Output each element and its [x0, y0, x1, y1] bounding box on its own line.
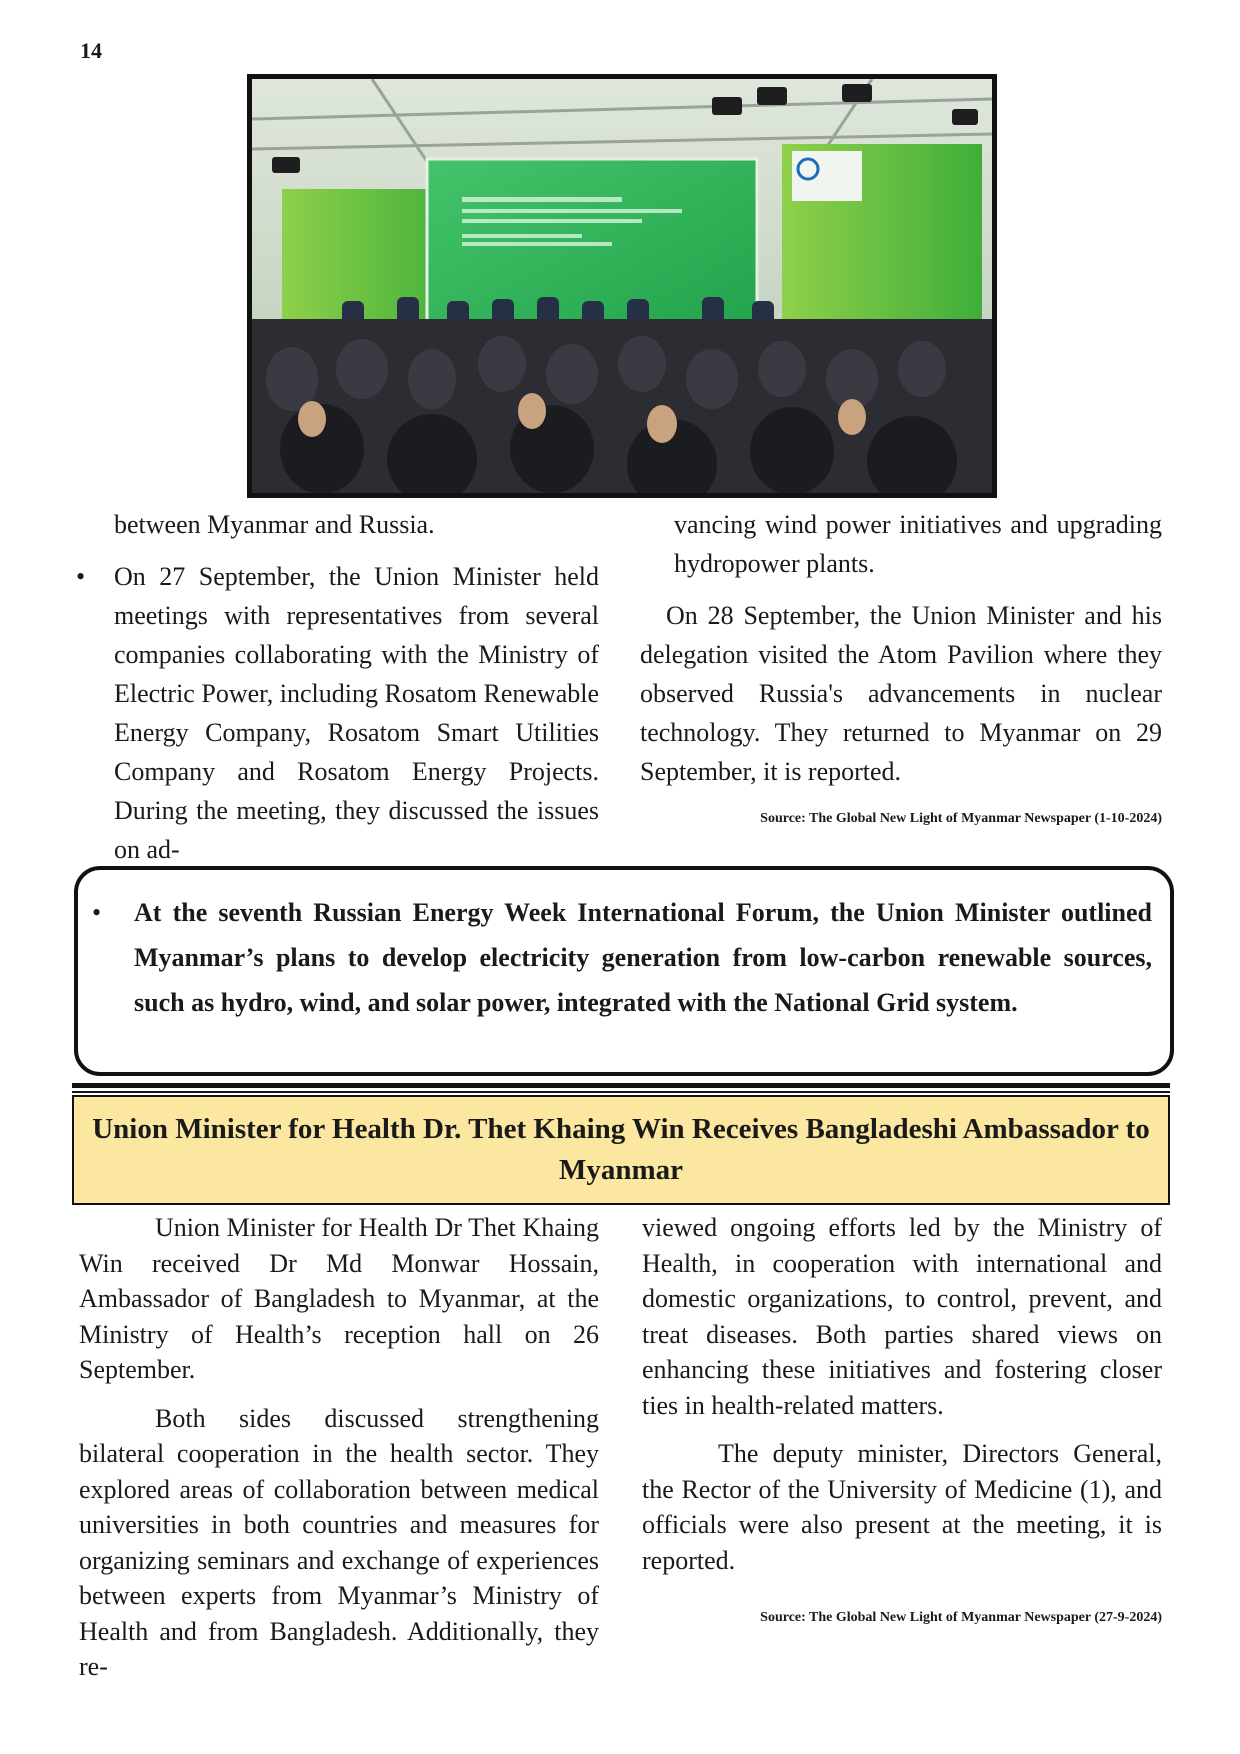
- article2-source: Source: The Global New Light of Myanmar Newspaper (27-9-2024): [760, 1610, 1162, 1625]
- article1-bullet-item: [76, 557, 599, 869]
- bullet-icon: •: [76, 562, 86, 591]
- article2-left-paragraph-2: Both sides discussed strengthening bilateral cooperation in the health sector. They explored areas of collaboration between medical universities in both countries and measures for organizing seminars and exchange of experiences between experts from Myanmar’s Ministry of Health and from Bangladesh. Additionally, they re-: [79, 1403, 599, 1681]
- article2-right-paragraph-1: viewed ongoing efforts led by the Ministry of Health, in cooperation with international and domestic organizations, to control, prevent, and treat diseases. Both parties shared views on enhancing these initiatives and fostering closer ties in health-related matters.: [642, 1213, 1162, 1420]
- article2-left-column: [79, 1210, 599, 1685]
- article2-left-paragraph-1: Union Minister for Health Dr Thet Khaing Win received Dr Md Monwar Hossain, Ambassador of Bangladesh to Myanmar, at the Ministry of Health’s reception hall on 26 September.: [79, 1213, 599, 1384]
- article1-left-continuation: between Myanmar and Russia.: [114, 510, 435, 539]
- highlight-text: At the seventh Russian Energy Week International Forum, the Union Minister outlined Myanmar’s plans to develop electricity generation from low-carbon renewable sources, such as hydro, wind, and solar power, integrated with the National Grid system.: [134, 898, 1152, 1017]
- article2-headline: Union Minister for Health Dr. Thet Khaing Win Receives Bangladeshi Ambassador to Myanmar: [72, 1095, 1170, 1205]
- page-number: 14: [80, 38, 102, 63]
- section-divider: [72, 1083, 1170, 1088]
- bullet-icon: •: [92, 898, 102, 927]
- article2-right-column: [642, 1210, 1162, 1628]
- article1-left-column: [76, 505, 599, 869]
- article1-bullet-text: On 27 September, the Union Minister held meetings with representatives from several companies collaborating with the Ministry of Electric Power, including Rosatom Renewable Energy Company, Rosatom Smart Utilities Company and Rosatom Energy Projects. During the meeting, they discussed the issues on ad-: [114, 562, 599, 864]
- section-divider-thin: [72, 1091, 1170, 1093]
- article1-right-column: [640, 505, 1162, 829]
- article1-right-paragraph: On 28 September, the Union Minister and his delegation visited the Atom Pavilion where they observed Russia's advancements in nuclear technology. They returned to Myanmar on 29 September, it is reported.: [640, 601, 1162, 786]
- highlight-box: [74, 866, 1174, 1076]
- article2-right-paragraph-2: The deputy minister, Directors General, the Rector of the University of Medicine (1), and officials were also present at the meeting, it is reported.: [642, 1439, 1162, 1575]
- highlight-bullet-item: [92, 890, 1152, 1025]
- forum-photo: [247, 74, 997, 498]
- article1-right-continuation: vancing wind power initiatives and upgrading hydropower plants.: [674, 510, 1162, 578]
- article1-source: Source: The Global New Light of Myanmar Newspaper (1-10-2024): [760, 811, 1162, 826]
